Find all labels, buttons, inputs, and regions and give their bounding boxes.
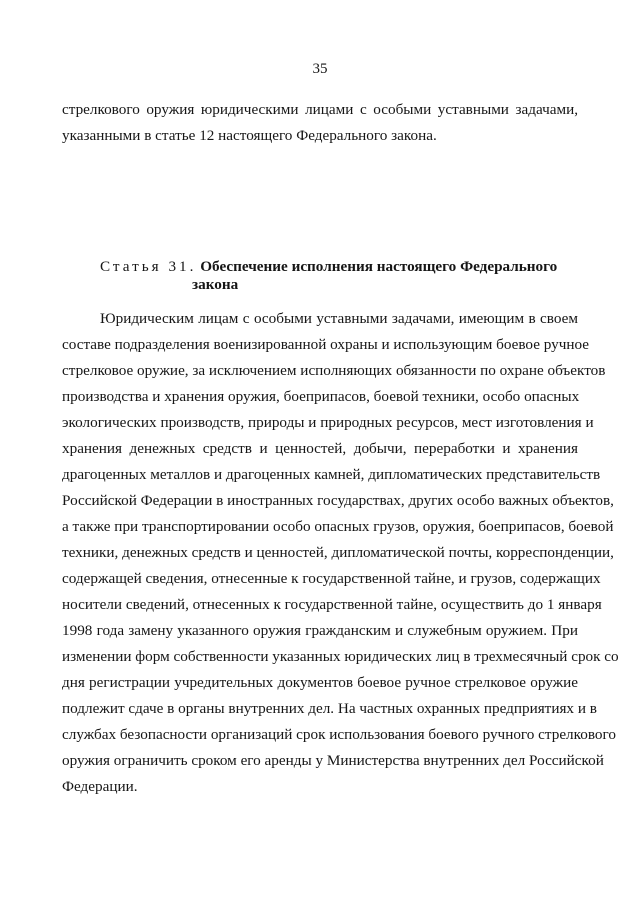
article-heading: [100, 258, 557, 276]
article-title: Обеспечение исполнения настоящего Федерального: [200, 258, 558, 275]
paragraph-line: оружия ограничить сроком его аренды у Министерства внутренних дел Российской: [62, 752, 604, 769]
paragraph-line: драгоценных металлов и драгоценных камней, дипломатических представительств: [62, 466, 601, 483]
paragraph-line: производства и хранения оружия, боеприпасов, боевой техники, особо опасных: [62, 388, 580, 405]
paragraph-line: а также при транспортировании особо опасных грузов, оружия, боеприпасов, боевой: [62, 518, 614, 535]
intro-line: указанными в статье 12 настоящего Федерального закона.: [62, 127, 437, 144]
paragraph-line: техники, денежных средств и ценностей, дипломатической почты, корреспонденции,: [62, 544, 614, 561]
paragraph-line: 1998 года замену указанного оружия гражданским и служебным оружием. При: [62, 622, 578, 639]
paragraph-line: Российской Федерации в иностранных государствах, других особо важных объектов,: [62, 492, 614, 509]
paragraph-line: подлежит сдаче в органы внутренних дел. На частных охранных предприятиях и в: [62, 700, 597, 717]
paragraph-line: Федерации.: [62, 778, 138, 795]
article-title-continuation: закона: [192, 276, 239, 293]
intro-line: стрелкового оружия юридическими лицами с особыми уставными задачами,: [62, 101, 578, 118]
paragraph-line: хранения денежных средств и ценностей, добычи, переработки и хранения: [62, 440, 578, 457]
paragraph-line: экологических производств, природы и природных ресурсов, мест изготовления и: [62, 414, 594, 431]
paragraph-line: составе подразделения военизированной охраны и использующим боевое ручное: [62, 336, 590, 353]
paragraph-line: дня регистрации учредительных документов боевое ручное стрелковое оружие: [62, 674, 578, 691]
article-number: Статья 31.: [100, 258, 197, 275]
paragraph-line: изменении форм собственности указанных юридических лиц в трехмесячный срок со: [62, 648, 619, 665]
page-number: 35: [312, 61, 328, 77]
paragraph-line: Юридическим лицам с особыми уставными задачами, имеющим в своем: [100, 310, 578, 327]
paragraph-line: стрелковое оружие, за исключением исполняющих обязанности по охране объектов: [62, 362, 606, 379]
paragraph-line: носители сведений, отнесенных к государственной тайне, осуществить до 1 января: [62, 596, 602, 613]
paragraph-line: службах безопасности организаций срок использования боевого ручного стрелкового: [62, 726, 616, 743]
paragraph-line: содержащей сведения, отнесенные к государственной тайне, и грузов, содержащих: [62, 570, 601, 587]
